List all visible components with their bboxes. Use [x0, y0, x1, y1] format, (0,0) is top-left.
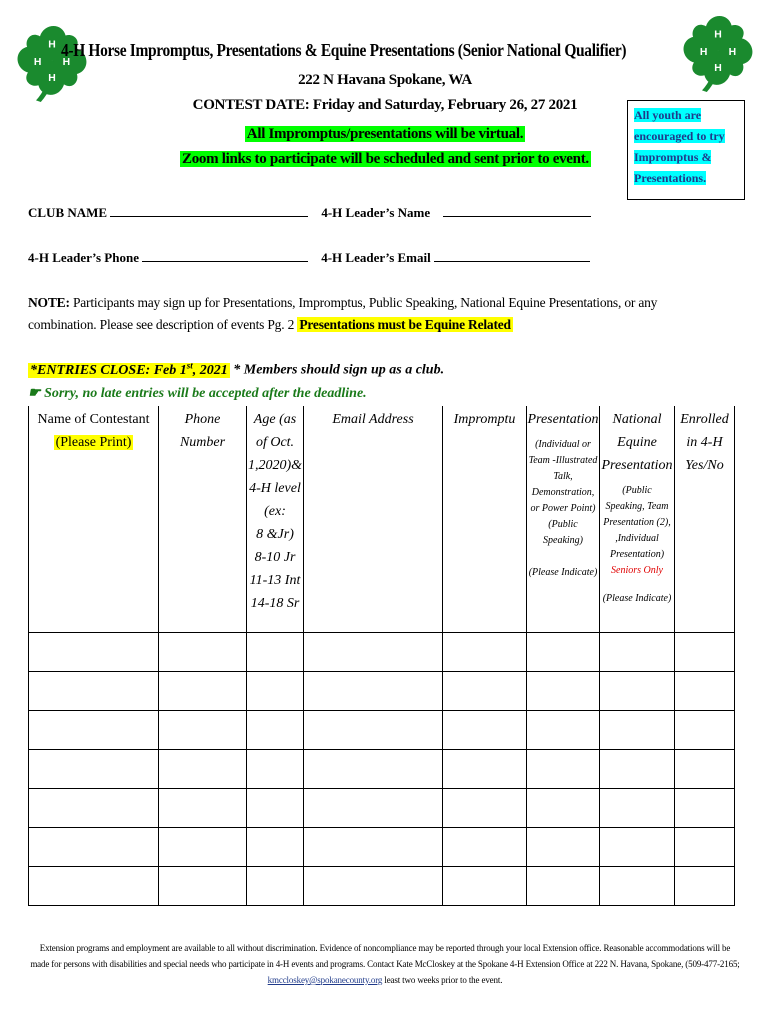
table-cell[interactable] — [600, 632, 675, 671]
table-cell[interactable] — [247, 788, 304, 827]
table-cell[interactable] — [527, 827, 600, 866]
table-cell[interactable] — [159, 671, 247, 710]
table-cell[interactable] — [29, 671, 159, 710]
table-cell[interactable] — [600, 827, 675, 866]
nondiscrimination-footer: Extension programs and employment are available to all without discrimination. Evidence of noncompliance may be reported through your local Extension office. Reasonable accommodations will be made for persons with disabilities and special needs who participate in 4-H events and programs. Contact Kate McCloskey at the Spokane 4-H Extension Office at 222 N. Havana, Spokane, (509-477-2165; kmccloskey@spokanecounty.org least two weeks prior to the event. — [30, 943, 740, 985]
table-cell[interactable] — [247, 749, 304, 788]
leader-email-field[interactable] — [434, 248, 590, 262]
late-entries-notice: ☛ Sorry, no late entries will be accepted after the deadline. — [28, 386, 367, 401]
col-age-header: Age (as of Oct. 1,2020)& 4-H level (ex: 8 &Jr) 8-10 Jr 11-13 Int 14-18 Sr — [247, 406, 304, 632]
svg-text:H: H — [48, 39, 56, 51]
club-name-field[interactable] — [110, 203, 308, 217]
encouragement-box — [627, 100, 745, 200]
table-cell[interactable] — [304, 632, 443, 671]
pointing-hand-icon: ☛ — [28, 386, 41, 401]
table-cell[interactable] — [443, 710, 527, 749]
table-cell[interactable] — [304, 671, 443, 710]
col-name-header: Name of Contestant (Please Print) — [29, 406, 159, 632]
svg-text:H: H — [714, 29, 722, 41]
address: 222 N Havana Spokane, WA — [298, 72, 472, 88]
club-leader-row — [28, 203, 591, 221]
table-cell[interactable] — [29, 710, 159, 749]
table-row — [29, 632, 735, 671]
svg-text:H: H — [33, 57, 42, 69]
contact-email-link[interactable]: kmccloskey@spokanecounty.org — [267, 975, 383, 985]
table-cell[interactable] — [247, 671, 304, 710]
table-cell[interactable] — [247, 866, 304, 905]
phone-email-row — [28, 248, 590, 266]
table-cell[interactable] — [675, 632, 735, 671]
table-cell[interactable] — [443, 632, 527, 671]
leader-name-field[interactable] — [443, 203, 591, 217]
contest-date: CONTEST DATE: Friday and Saturday, February 26, 27 2021 — [192, 97, 578, 113]
table-cell[interactable] — [600, 749, 675, 788]
club-name-label: CLUB NAME — [28, 205, 108, 220]
virtual-note: All Impromptus/presentations will be virtual. — [246, 126, 524, 142]
table-cell[interactable] — [443, 866, 527, 905]
table-cell[interactable] — [675, 866, 735, 905]
table-cell[interactable] — [600, 866, 675, 905]
table-cell[interactable] — [304, 866, 443, 905]
table-cell[interactable] — [304, 710, 443, 749]
table-cell[interactable] — [675, 710, 735, 749]
table-cell[interactable] — [304, 827, 443, 866]
table-cell[interactable] — [304, 749, 443, 788]
equine-related-highlight: Presentations must be Equine Related — [299, 317, 511, 332]
table-cell[interactable] — [159, 710, 247, 749]
svg-text:H: H — [714, 63, 722, 75]
table-cell[interactable] — [527, 671, 600, 710]
leader-phone-label: 4-H Leader’s Phone — [28, 250, 139, 265]
table-cell[interactable] — [675, 671, 735, 710]
table-cell[interactable] — [527, 749, 600, 788]
table-cell[interactable] — [527, 632, 600, 671]
table-cell[interactable] — [443, 788, 527, 827]
table-cell[interactable] — [29, 788, 159, 827]
table-cell[interactable] — [159, 827, 247, 866]
table-cell[interactable] — [159, 632, 247, 671]
table-row — [29, 866, 735, 905]
table-cell[interactable] — [600, 671, 675, 710]
note-label: NOTE: — [28, 295, 70, 310]
table-cell[interactable] — [29, 632, 159, 671]
table-cell[interactable] — [527, 866, 600, 905]
sidebox-line: Impromptus & — [634, 150, 712, 164]
table-cell[interactable] — [675, 788, 735, 827]
sidebox-line: encouraged to try — [634, 129, 725, 143]
note-paragraph — [28, 292, 728, 336]
svg-text:H: H — [62, 57, 71, 69]
table-cell[interactable] — [29, 866, 159, 905]
table-cell[interactable] — [159, 866, 247, 905]
table-cell[interactable] — [29, 827, 159, 866]
table-cell[interactable] — [159, 788, 247, 827]
table-cell[interactable] — [527, 788, 600, 827]
leader-phone-field[interactable] — [142, 248, 308, 262]
col-email-header: Email Address — [304, 406, 443, 632]
leader-name-label: 4-H Leader’s Name — [321, 205, 431, 220]
seniors-only-label: Seniors Only — [611, 565, 663, 576]
table-cell[interactable] — [600, 710, 675, 749]
table-cell[interactable] — [304, 788, 443, 827]
col-impromptu-header: Impromptu — [443, 406, 527, 632]
table-row — [29, 749, 735, 788]
table-cell[interactable] — [527, 710, 600, 749]
col-enrolled-header: Enrolled in 4-H Yes/No — [675, 406, 735, 632]
table-cell[interactable] — [247, 827, 304, 866]
table-cell[interactable] — [443, 749, 527, 788]
table-cell[interactable] — [159, 749, 247, 788]
svg-text:H: H — [728, 47, 737, 59]
leader-email-label: 4-H Leader’s Email — [321, 250, 431, 265]
table-cell[interactable] — [29, 749, 159, 788]
table-row — [29, 788, 735, 827]
table-cell[interactable] — [443, 671, 527, 710]
table-cell[interactable] — [675, 749, 735, 788]
zoom-note: Zoom links to participate will be scheduled and sent prior to event. — [182, 151, 589, 167]
col-national-equine-header: National Equine Presentation (Public Speaking, Team Presentation (2), ,Individual Presentation) Seniors Only (Please Indicate) — [600, 406, 675, 632]
sidebox-line: All youth are — [634, 108, 702, 122]
table-row — [29, 710, 735, 749]
col-presentation-header: Presentation (Individual or Team -Illustrated Talk, Demonstration, or Power Point) (Public Speaking) (Please Indicate) — [527, 406, 600, 632]
table-cell[interactable] — [247, 710, 304, 749]
page-title: 4-H Horse Impromptus, Presentations & Equine Presentations (Senior National Qualifier) — [61, 40, 627, 60]
table-cell[interactable] — [675, 827, 735, 866]
entry-table — [28, 406, 735, 906]
note-text: Participants may sign up for Presentations, Impromptus, Public Speaking, National Equine Presentations, or any combination. Please see description of events Pg. 2 — [28, 295, 658, 332]
entries-close: *ENTRIES CLOSE: Feb 1st, 2021 * Members should sign up as a club. — [30, 360, 445, 378]
table-row — [29, 671, 735, 710]
table-cell[interactable] — [443, 827, 527, 866]
col-phone-header: Phone Number — [159, 406, 247, 632]
svg-text:H: H — [48, 73, 56, 85]
svg-text:H: H — [699, 47, 708, 59]
table-row — [29, 827, 735, 866]
table-cell[interactable] — [600, 788, 675, 827]
sidebox-line: Presentations. — [634, 171, 707, 185]
table-cell[interactable] — [247, 632, 304, 671]
4h-clover-logo-left — [12, 20, 92, 104]
